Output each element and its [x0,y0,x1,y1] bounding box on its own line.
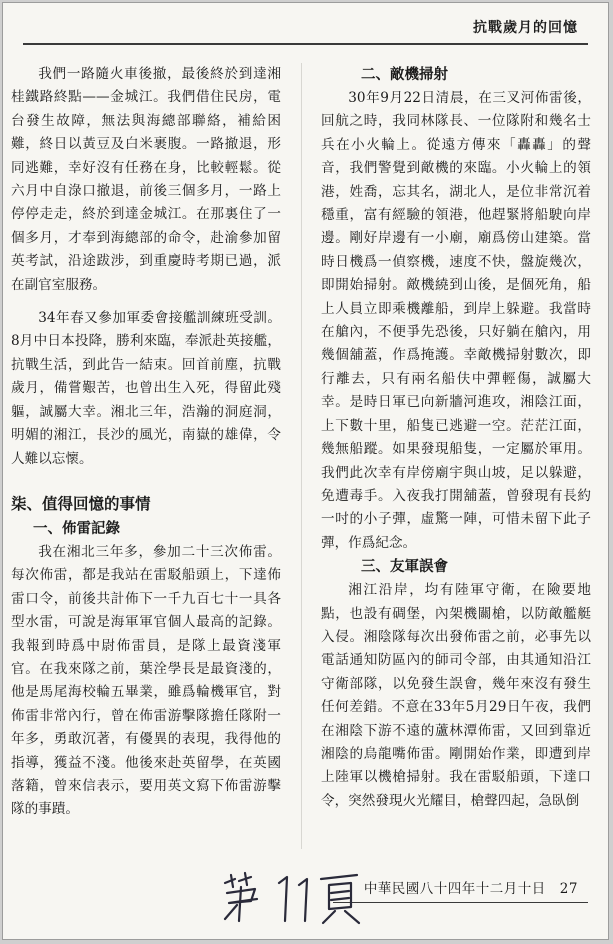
header-rule [23,43,588,45]
right-paragraph-1: 30年9月22日清晨，在三叉河佈雷後，回航之時，我同林隊長、一位隊附和幾名士兵在小火輪上。從遠方傳來「轟轟」的聲音，我們警覺到敵機的來臨。小火輪上的領港，姓喬，忘其名，湖北人，是位非常沉着穩重，富有經驗的領港，他趕緊將船駛向岸邊。剛好岸邊有一小廟，廟爲傍山建築。當時日機爲一偵察機，速度不快，盤旋幾次，即開始掃射。敵機繞到山後，是個死角，船上人員立即乘機離船，到岸上躲避。我當時在艙內，不便爭先恐後，只好躺在艙內，用幾個舖蓋，作爲掩護。幸敵機掃射數次，即行離去，只有兩名船伕中彈輕傷，誠屬大幸。是時日軍已向新牆河進攻，湘陰江面，上下數十里，船隻已逃避一空。茫茫江面，幾無船蹤。如果發現船隻，一定屬於軍用。我們此次幸有岸傍廟宇與山坡，足以躲避，免遭毒手。入夜我打開舖蓋，曾發現有長約一吋的小子彈，虛驚一陣，可惜未留下此子彈，作爲紀念。 [321,90,591,551]
left-paragraph-3: 我在湘北三年多，參加二十三次佈雷。每次佈雷，都是我站在雷駁船頭上，下達佈雷口令，前後共計佈下一千九百七十一具各型水雷，可說是海軍軍官個人最高的記錄。我報到時爲中尉佈雷員，是隊上最資淺軍官。在我來隊之前，葉洤學長是最資淺的，他是馬尾海校輪五畢業，雖爲輪機軍官，對佈雷非常內行，曾在佈雷游擊隊擔任隊附一年多，勇敢沉著，有優異的表現，我得他的指導，獲益不淺。他後來赴英留學，在英國落籍，曾來信表示，要用英文寫下佈雷游擊隊的事蹟。 [11,543,281,818]
column-divider [301,63,302,849]
right-column [321,63,591,813]
subsection-heading-3: 三、友軍誤會 [361,558,448,576]
footer-date-page: 中華民國八十四年十二月十日 27 [363,881,578,897]
left-paragraph-2: 34年春又參加軍委會接艦訓練班受訓。8月中日本投降，勝利來臨，奉派赴英接艦，抗戰生活，到此告一結束。回首前塵，抗戰歲月，備嘗艱苦，也曾出生入死，得留此殘軀，誠屬大幸。湘北三年，浩瀚的洞庭洞，明媚的湘江，長沙的風光，南嶽的雄偉，令人難以忘懷。 [11,310,281,467]
section-heading: 柒、值得回憶的事情 [11,493,151,513]
left-column [11,63,281,822]
footer-rule [333,902,588,903]
subsection-heading-1: 一、佈雷記錄 [33,519,120,537]
running-header-title: 抗戰歲月的回憶 [473,20,578,36]
right-paragraph-2: 湘江沿岸，均有陸軍守衛，在險要地點，也設有碉堡，內架機關槍，以防敵艦艇入侵。湘陰隊每次出發佈雷之前，必事先以電話通知防區內的師司令部，由其通知沿江守衛部隊，以免發生誤會，幾年來沒有發生任何差錯。不意在33年5月29日午夜，我們在湘陰下游不遠的蘆林潭佈雷，又回到靠近湘陰的烏龍嘴佈雷。剛開始作業，即遭到岸上陸軍以機槍掃射。我在雷駁船頭，下達口令，突然發現火光耀目，槍聲四起，急臥倒 [321,582,591,809]
left-paragraph-1: 我們一路隨火車後撤，最後終於到達湘桂鐵路終點——金城江。我們借住民房，電台發生故障，無法與海總部聯絡，補給困難，終日以黃豆及白米裹腹。一路撤退，形同逃難，幸好沒有任務在身，比較輕鬆。從六月中自淥口撤退，前後三個多月，一路上停停走走，終於到達金城江。在那裏住了一個多月，才奉到海總部的命令，赴渝參加留英考試，沿途跋涉，到重慶時考期已過，派在副官室服務。 [11,66,281,293]
document-page [2,2,609,940]
subsection-heading-2: 二、敵機掃射 [361,66,448,83]
handwritten-page-note [217,869,367,929]
